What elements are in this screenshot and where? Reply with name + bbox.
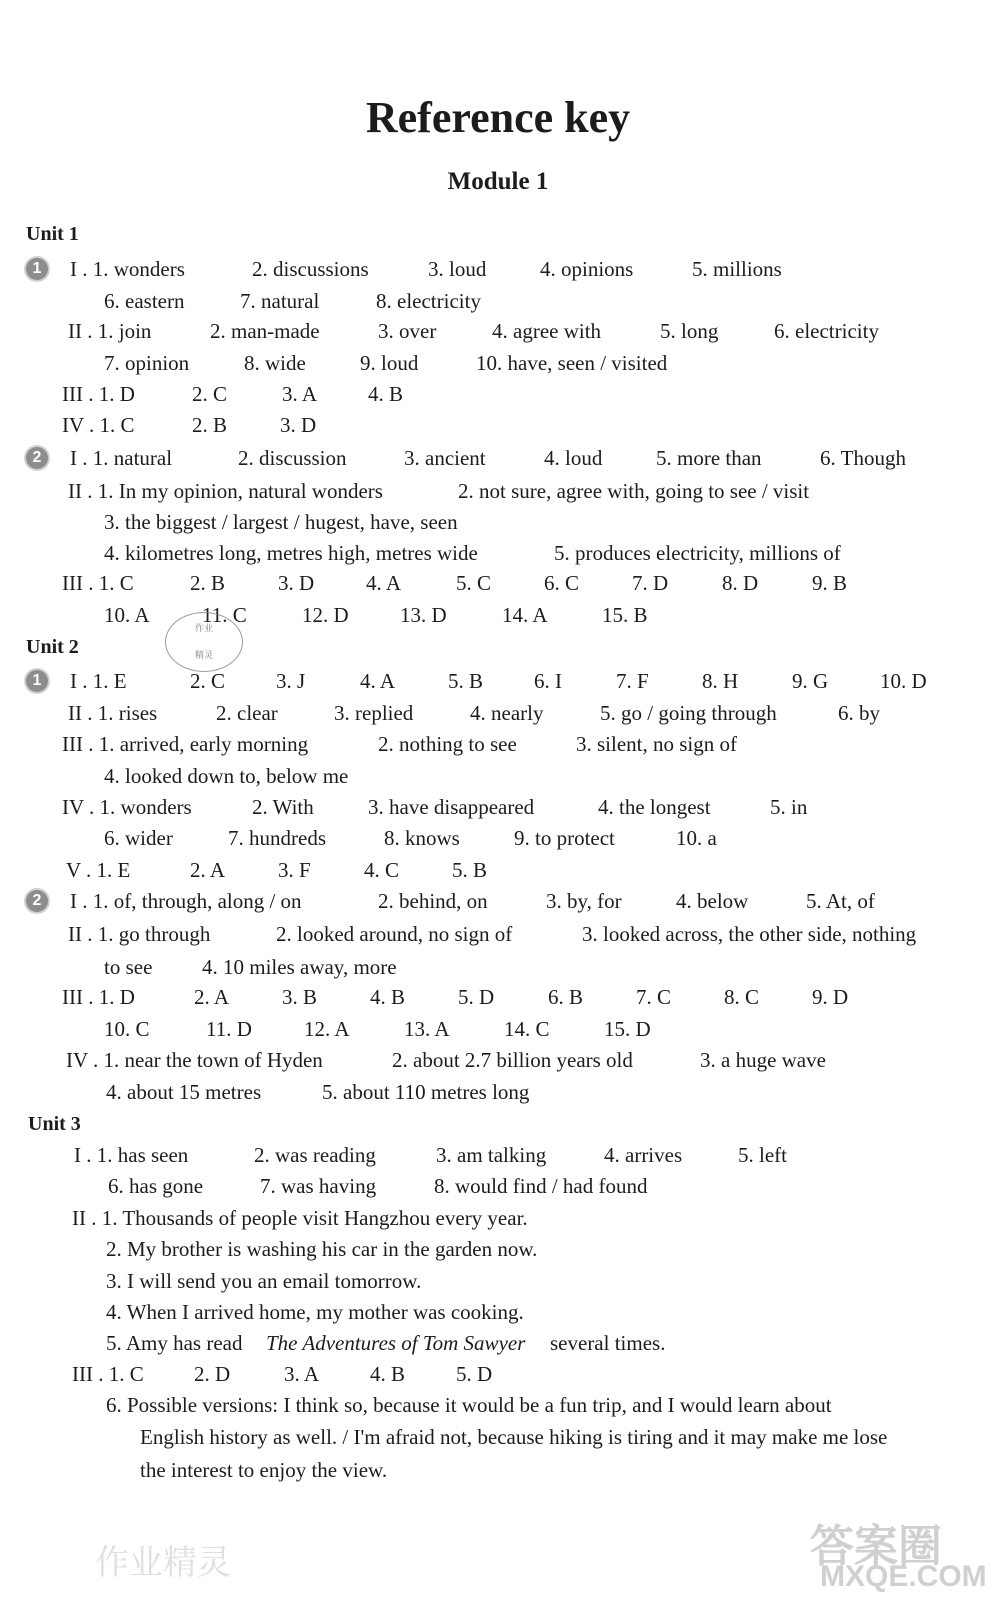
- answer-item: 8. D: [722, 571, 759, 595]
- answer-item: 4. loud: [544, 446, 603, 470]
- answer-item: 6. wider: [104, 826, 173, 850]
- answer-item: 2. B: [190, 571, 226, 595]
- section-badge: 2: [26, 447, 48, 469]
- answer-item: 3. B: [282, 985, 318, 1009]
- answer-item: 2. nothing to see: [378, 732, 517, 756]
- answer-item: 3. a huge wave: [700, 1048, 826, 1072]
- answer-item: 2. looked around, no sign of: [276, 922, 513, 946]
- answer-item: 5. B: [448, 669, 484, 693]
- answer-item: 10. A: [104, 603, 150, 627]
- answer-item: 3. replied: [334, 701, 414, 725]
- answer-item: III . 1. arrived, early morning: [62, 732, 309, 756]
- answer-item: II . 1. go through: [68, 922, 211, 946]
- book-title: The Adventures of Tom Sawyer: [266, 1331, 526, 1355]
- answer-item: 2. not sure, agree with, going to see / visit: [458, 479, 810, 503]
- answer-item: 4. the longest: [598, 795, 711, 819]
- answer-item: I . 1. natural: [70, 446, 173, 470]
- answer-item: 15. D: [604, 1017, 651, 1041]
- answer-item: 4. agree with: [492, 319, 602, 343]
- answer-item: 5. produces electricity, millions of: [554, 541, 841, 565]
- watermark-text: 作业精灵: [95, 1545, 231, 1582]
- answer-item: 14. C: [504, 1017, 550, 1041]
- answer-item: 4. kilometres long, metres high, metres wide: [104, 541, 478, 565]
- answer-item: 7. natural: [240, 289, 320, 313]
- answer-item: 6. electricity: [774, 319, 879, 343]
- answer-item: 10. have, seen / visited: [476, 351, 668, 375]
- answer-item: 6. by: [838, 701, 880, 725]
- answer-item: 4. A: [360, 669, 396, 693]
- answer-item: 2. With: [252, 795, 314, 819]
- answer-item: 2. D: [194, 1362, 231, 1386]
- answer-item: 5. about 110 metres long: [322, 1080, 530, 1104]
- answer-item: English history as well. / I'm afraid not, because hiking is tiring and it may make me lose: [140, 1425, 888, 1449]
- answer-item: 3. ancient: [404, 446, 486, 470]
- answer-item: 9. D: [812, 985, 849, 1009]
- answer-item: 5. in: [770, 795, 808, 819]
- answer-item: 8. electricity: [376, 289, 481, 313]
- stamp-text: 作业: [194, 623, 213, 633]
- section-badge: 1: [26, 670, 48, 692]
- answer-item: 6. eastern: [104, 289, 185, 313]
- answer-item: 5. B: [452, 858, 488, 882]
- answer-item: 3. D: [280, 413, 317, 437]
- answer-item: 4. below: [676, 889, 749, 913]
- answer-item: 10. D: [880, 669, 927, 693]
- answer-item: 3. D: [278, 571, 315, 595]
- answer-item: II . 1. rises: [68, 701, 158, 725]
- answer-item: 5. more than: [656, 446, 762, 470]
- answer-item: 2. clear: [216, 701, 278, 725]
- answer-item: 4. 10 miles away, more: [202, 955, 397, 979]
- unit-heading: Unit 2: [26, 636, 79, 658]
- answer-item: the interest to enjoy the view.: [140, 1458, 388, 1482]
- section-badge: 2: [26, 890, 48, 912]
- answer-item: II . 1. Thousands of people visit Hangzhou every year.: [72, 1206, 528, 1230]
- answer-item: I . 1. of, through, along / on: [70, 889, 302, 913]
- answer-item: I . 1. has seen: [74, 1143, 189, 1167]
- answer-item: 7. F: [616, 669, 649, 693]
- answer-item: 6. has gone: [108, 1174, 204, 1198]
- answer-item: 15. B: [602, 603, 648, 627]
- answer-item: 3. have disappeared: [368, 795, 535, 819]
- answer-item: 8. wide: [244, 351, 306, 375]
- answer-item: 2. C: [190, 669, 226, 693]
- answer-item: 6. C: [544, 571, 580, 595]
- answer-item: 13. A: [404, 1017, 450, 1041]
- answer-item: II . 1. join: [68, 319, 152, 343]
- answer-item: 3. the biggest / largest / hugest, have, seen: [104, 510, 458, 534]
- answer-item: 2. B: [192, 413, 228, 437]
- answer-item: 9. B: [812, 571, 848, 595]
- answer-item: III . 1. D: [62, 382, 135, 406]
- answer-item: 8. C: [724, 985, 760, 1009]
- answer-item: 11. D: [206, 1017, 252, 1041]
- answer-item: 14. A: [502, 603, 548, 627]
- answer-item: III . 1. C: [72, 1362, 144, 1386]
- answer-item: 3. by, for: [546, 889, 622, 913]
- answer-item: 5. millions: [692, 257, 782, 281]
- answer-item: 2. discussions: [252, 257, 369, 281]
- answer-item: 3. F: [278, 858, 311, 882]
- homework-stamp: [165, 612, 243, 672]
- answer-item: 3. A: [282, 382, 318, 406]
- answer-item: 9. to protect: [514, 826, 615, 850]
- answer-item: 4. looked down to, below me: [104, 764, 349, 788]
- answer-item: 9. loud: [360, 351, 419, 375]
- answer-item: 4. B: [370, 1362, 406, 1386]
- answer-item: 12. D: [302, 603, 349, 627]
- answer-item: 4. B: [370, 985, 406, 1009]
- answer-item: 5. go / going through: [600, 701, 777, 725]
- answer-item: 6. B: [548, 985, 584, 1009]
- answer-item: 6. Though: [820, 446, 906, 470]
- answer-item: 5. C: [456, 571, 492, 595]
- answer-item: 2. behind, on: [378, 889, 488, 913]
- unit-heading: Unit 1: [26, 223, 79, 245]
- answer-item: 2. about 2.7 billion years old: [392, 1048, 633, 1072]
- answer-item: 10. C: [104, 1017, 150, 1041]
- answer-item: 3. over: [378, 319, 437, 343]
- answer-item: 2. My brother is washing his car in the garden now.: [106, 1237, 538, 1261]
- answer-item: 3. J: [276, 669, 306, 693]
- answer-item: 2. man-made: [210, 319, 320, 343]
- answer-item: 2. A: [194, 985, 230, 1009]
- answer-item: 7. D: [632, 571, 669, 595]
- answer-item: 2. C: [192, 382, 228, 406]
- answer-item: 5. long: [660, 319, 719, 343]
- answer-item: 4. When I arrived home, my mother was cooking.: [106, 1300, 524, 1324]
- answer-item: III . 1. C: [62, 571, 134, 595]
- answer-item: 4. opinions: [540, 257, 634, 281]
- answer-item: 11. C: [202, 603, 247, 627]
- answer-item: 2. was reading: [254, 1143, 376, 1167]
- answer-item: III . 1. D: [62, 985, 135, 1009]
- page-title: Reference key: [365, 93, 631, 142]
- answer-item: 13. D: [400, 603, 447, 627]
- answer-item: 7. hundreds: [228, 826, 326, 850]
- answer-item: 9. G: [792, 669, 829, 693]
- answer-item: 4. nearly: [470, 701, 544, 725]
- answer-item: 3. loud: [428, 257, 487, 281]
- answer-item: 5. At, of: [806, 889, 875, 913]
- module-heading: Module 1: [447, 168, 549, 195]
- answer-item: 5. left: [738, 1143, 787, 1167]
- answer-item: 3. looked across, the other side, nothing: [582, 922, 917, 946]
- answer-item: 2. discussion: [238, 446, 347, 470]
- section-badge: 1: [26, 258, 48, 280]
- answer-item: 4. about 15 metres: [106, 1080, 262, 1104]
- answer-item: 6. I: [534, 669, 562, 693]
- answer-item: 3. am talking: [436, 1143, 547, 1167]
- answer-item: 3. silent, no sign of: [576, 732, 737, 756]
- answer-item: 5. D: [458, 985, 495, 1009]
- answer-item: 4. arrives: [604, 1143, 683, 1167]
- answer-item: 8. H: [702, 669, 739, 693]
- answer-item: 7. opinion: [104, 351, 190, 375]
- answer-item: 4. A: [366, 571, 402, 595]
- answer-item: 2. A: [190, 858, 226, 882]
- answer-item: several times.: [550, 1331, 666, 1355]
- answer-item: I . 1. E: [70, 669, 127, 693]
- answer-item: 12. A: [304, 1017, 350, 1041]
- answer-item: 7. was having: [260, 1174, 377, 1198]
- stamp-text: 精灵: [194, 650, 213, 660]
- answer-item: 6. Possible versions: I think so, because it would be a fun trip, and I would learn about: [106, 1393, 832, 1417]
- answer-item: to see: [104, 955, 153, 979]
- answer-item: 5. D: [456, 1362, 493, 1386]
- answer-item: IV . 1. near the town of Hyden: [66, 1048, 323, 1072]
- answer-item: 7. C: [636, 985, 672, 1009]
- answer-item: II . 1. In my opinion, natural wonders: [68, 479, 383, 503]
- answer-item: 4. B: [368, 382, 404, 406]
- watermark-url: MXQE.COM: [820, 1560, 987, 1593]
- watermark-logo: 答案圈: [810, 1522, 942, 1571]
- answer-item: 4. C: [364, 858, 400, 882]
- answer-item: 8. would find / had found: [434, 1174, 648, 1198]
- answer-item: 10. a: [676, 826, 717, 850]
- answer-item: IV . 1. C: [62, 413, 135, 437]
- answer-item: V . 1. E: [66, 858, 131, 882]
- answer-item: 3. I will send you an email tomorrow.: [106, 1269, 422, 1293]
- answer-item: 3. A: [284, 1362, 320, 1386]
- answer-item: IV . 1. wonders: [62, 795, 192, 819]
- unit-heading: Unit 3: [28, 1113, 81, 1135]
- answer-item: 8. knows: [384, 826, 460, 850]
- answer-item: I . 1. wonders: [70, 257, 185, 281]
- answer-item: 5. Amy has read: [106, 1331, 243, 1355]
